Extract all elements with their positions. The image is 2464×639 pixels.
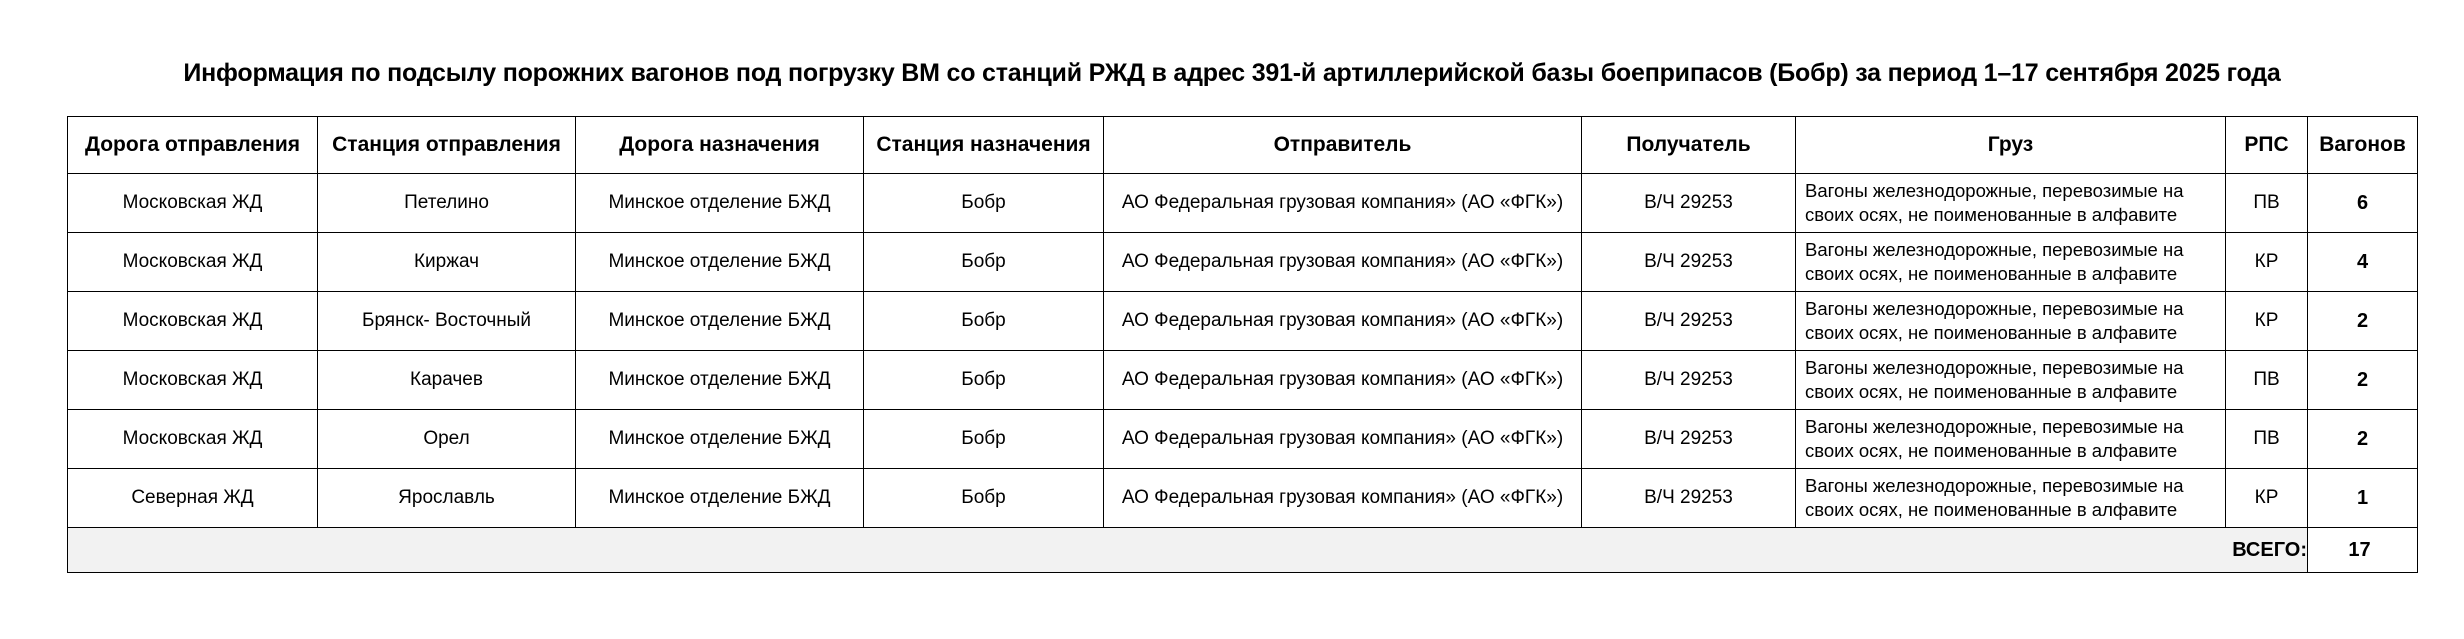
cell-rps: ПВ [2226, 174, 2308, 233]
header-rps: РПС [2226, 117, 2308, 174]
cell-receiver: В/Ч 29253 [1582, 469, 1796, 528]
cell-departure-station: Брянск- Восточный [318, 292, 576, 351]
cell-receiver: В/Ч 29253 [1582, 351, 1796, 410]
cell-destination-station: Бобр [864, 410, 1104, 469]
cell-destination-station: Бобр [864, 469, 1104, 528]
cell-destination-road: Минское отделение БЖД [576, 351, 864, 410]
cell-wagons: 2 [2308, 292, 2418, 351]
cell-wagons: 2 [2308, 410, 2418, 469]
cell-departure-station: Орел [318, 410, 576, 469]
total-value: 17 [2308, 528, 2418, 573]
wagon-dispatch-table [67, 116, 2418, 573]
cell-destination-road: Минское отделение БЖД [576, 233, 864, 292]
cell-rps: КР [2226, 292, 2308, 351]
table-header-row [68, 117, 2418, 174]
header-receiver: Получатель [1582, 117, 1796, 174]
cell-departure-station: Карачев [318, 351, 576, 410]
table-row [68, 469, 2418, 528]
cell-receiver: В/Ч 29253 [1582, 174, 1796, 233]
header-cargo: Груз [1796, 117, 2226, 174]
cell-receiver: В/Ч 29253 [1582, 292, 1796, 351]
total-label: ВСЕГО: [68, 528, 2308, 573]
header-destination-road: Дорога назначения [576, 117, 864, 174]
cell-sender: АО Федеральная грузовая компания» (АО «ФГК») [1104, 410, 1582, 469]
cell-sender: АО Федеральная грузовая компания» (АО «ФГК») [1104, 174, 1582, 233]
cell-destination-road: Минское отделение БЖД [576, 292, 864, 351]
cell-wagons: 2 [2308, 351, 2418, 410]
cell-wagons: 6 [2308, 174, 2418, 233]
cell-rps: ПВ [2226, 351, 2308, 410]
table-container [67, 116, 2406, 573]
cell-destination-station: Бобр [864, 351, 1104, 410]
cell-receiver: В/Ч 29253 [1582, 233, 1796, 292]
cell-departure-station: Ярославль [318, 469, 576, 528]
table-row [68, 174, 2418, 233]
table-row [68, 292, 2418, 351]
cell-sender: АО Федеральная грузовая компания» (АО «ФГК») [1104, 233, 1582, 292]
total-row [68, 528, 2418, 573]
cell-rps: КР [2226, 233, 2308, 292]
header-sender: Отправитель [1104, 117, 1582, 174]
cell-cargo: Вагоны железнодорожные, перевозимые на своих осях, не поименованные в алфавите [1796, 351, 2226, 410]
cell-cargo: Вагоны железнодорожные, перевозимые на своих осях, не поименованные в алфавите [1796, 469, 2226, 528]
cell-departure-road: Московская ЖД [68, 233, 318, 292]
cell-destination-station: Бобр [864, 292, 1104, 351]
cell-sender: АО Федеральная грузовая компания» (АО «ФГК») [1104, 292, 1582, 351]
cell-departure-station: Киржач [318, 233, 576, 292]
cell-departure-road: Московская ЖД [68, 174, 318, 233]
table-footer [68, 528, 2418, 573]
header-departure-station: Станция отправления [318, 117, 576, 174]
cell-cargo: Вагоны железнодорожные, перевозимые на своих осях, не поименованные в алфавите [1796, 410, 2226, 469]
cell-cargo: Вагоны железнодорожные, перевозимые на своих осях, не поименованные в алфавите [1796, 233, 2226, 292]
table-row [68, 233, 2418, 292]
header-departure-road: Дорога отправления [68, 117, 318, 174]
cell-cargo: Вагоны железнодорожные, перевозимые на своих осях, не поименованные в алфавите [1796, 292, 2226, 351]
cell-departure-station: Петелино [318, 174, 576, 233]
table-header [68, 117, 2418, 174]
table-row [68, 410, 2418, 469]
cell-departure-road: Московская ЖД [68, 292, 318, 351]
cell-receiver: В/Ч 29253 [1582, 410, 1796, 469]
cell-wagons: 1 [2308, 469, 2418, 528]
cell-wagons: 4 [2308, 233, 2418, 292]
cell-rps: ПВ [2226, 410, 2308, 469]
cell-departure-road: Московская ЖД [68, 410, 318, 469]
cell-sender: АО Федеральная грузовая компания» (АО «ФГК») [1104, 469, 1582, 528]
header-destination-station: Станция назначения [864, 117, 1104, 174]
cell-cargo: Вагоны железнодорожные, перевозимые на своих осях, не поименованные в алфавите [1796, 174, 2226, 233]
table-row [68, 351, 2418, 410]
page-title: Информация по подсылу порожних вагонов под погрузку ВМ со станций РЖД в адрес 391-й артиллерийской базы боеприпасов (Бобр) за период 1–17 сентября 2025 года [183, 59, 2281, 87]
header-wagons: Вагонов [2308, 117, 2418, 174]
cell-destination-road: Минское отделение БЖД [576, 469, 864, 528]
cell-departure-road: Московская ЖД [68, 351, 318, 410]
cell-rps: КР [2226, 469, 2308, 528]
cell-destination-station: Бобр [864, 174, 1104, 233]
cell-departure-road: Северная ЖД [68, 469, 318, 528]
cell-destination-road: Минское отделение БЖД [576, 410, 864, 469]
cell-destination-station: Бобр [864, 233, 1104, 292]
cell-destination-road: Минское отделение БЖД [576, 174, 864, 233]
table-body [68, 174, 2418, 528]
cell-sender: АО Федеральная грузовая компания» (АО «ФГК») [1104, 351, 1582, 410]
